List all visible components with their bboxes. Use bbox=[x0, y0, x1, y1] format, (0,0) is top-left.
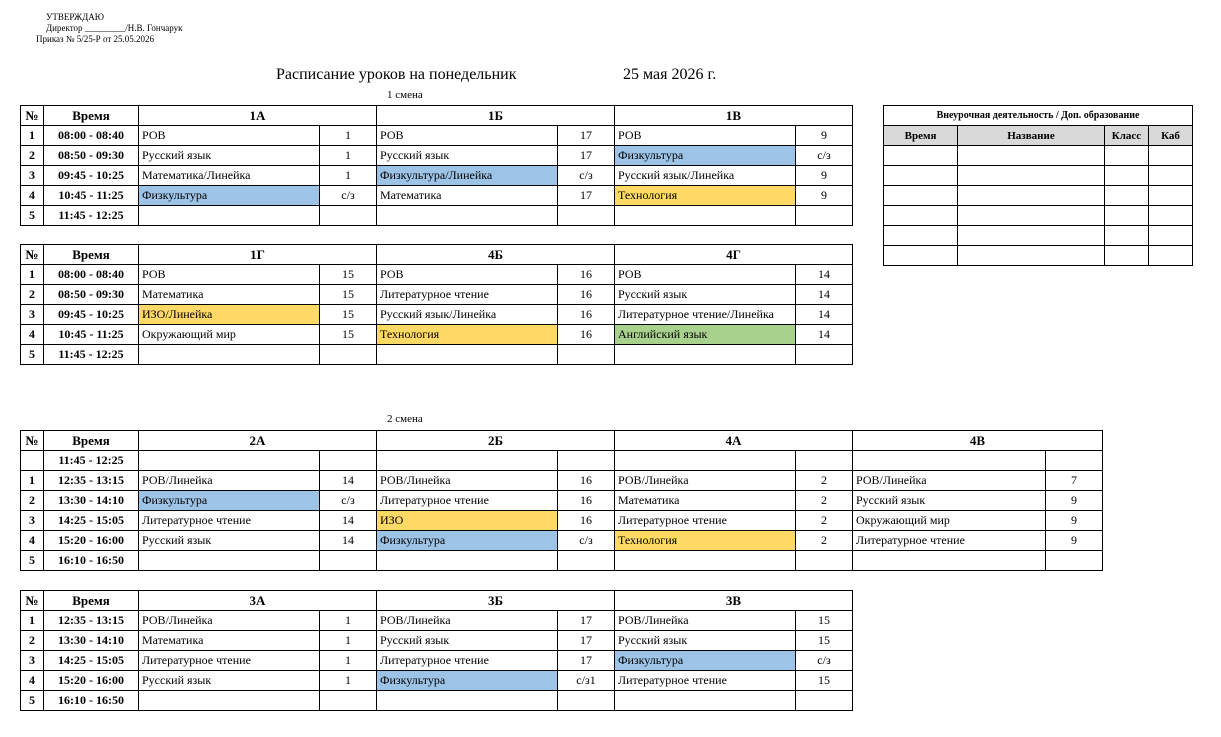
subject-cell: Математика/Линейка bbox=[139, 166, 320, 186]
room-cell: 16 bbox=[558, 285, 615, 305]
class-header: 3Б bbox=[377, 591, 615, 611]
lesson-time: 11:45 - 12:25 bbox=[44, 345, 139, 365]
table-row bbox=[21, 551, 1103, 571]
room-cell bbox=[796, 345, 853, 365]
room-cell: 1 bbox=[320, 631, 377, 651]
room-cell: 14 bbox=[796, 325, 853, 345]
col-time-header: Время bbox=[44, 431, 139, 451]
subject-cell: Физкультура bbox=[615, 651, 796, 671]
header-row bbox=[21, 106, 853, 126]
lesson-number: 5 bbox=[21, 206, 44, 226]
empty-cell bbox=[884, 166, 958, 186]
room-cell: 9 bbox=[1046, 531, 1103, 551]
room-cell bbox=[558, 345, 615, 365]
subject-cell: Русский язык bbox=[139, 671, 320, 691]
class-header: 4Г bbox=[615, 245, 853, 265]
subject-cell: Математика bbox=[615, 491, 796, 511]
subject-cell: Русский язык bbox=[615, 285, 796, 305]
lesson-time: 10:45 - 11:25 bbox=[44, 325, 139, 345]
approval-block bbox=[36, 12, 183, 45]
subject-cell: Физкультура bbox=[139, 186, 320, 206]
room-cell bbox=[320, 451, 377, 471]
room-cell: 14 bbox=[320, 471, 377, 491]
empty-cell bbox=[884, 246, 958, 266]
col-num-header: № bbox=[21, 106, 44, 126]
subject-cell bbox=[377, 206, 558, 226]
subject-cell: РОВ bbox=[377, 265, 558, 285]
empty-cell bbox=[1149, 166, 1193, 186]
schedule-table-shift1-a bbox=[20, 105, 853, 226]
col-num-header: № bbox=[21, 431, 44, 451]
subject-cell: ИЗО bbox=[377, 511, 558, 531]
room-cell: 9 bbox=[1046, 491, 1103, 511]
subject-cell: Русский язык bbox=[139, 146, 320, 166]
room-cell: 2 bbox=[796, 491, 853, 511]
lesson-time: 12:35 - 13:15 bbox=[44, 611, 139, 631]
table-row bbox=[21, 146, 853, 166]
class-header: 4А bbox=[615, 431, 853, 451]
lesson-time: 15:20 - 16:00 bbox=[44, 671, 139, 691]
subject-cell bbox=[377, 551, 558, 571]
subject-cell: РОВ/Линейка bbox=[139, 611, 320, 631]
lesson-number: 2 bbox=[21, 285, 44, 305]
room-cell: 16 bbox=[558, 471, 615, 491]
room-cell: 14 bbox=[796, 265, 853, 285]
lesson-time: 11:45 - 12:25 bbox=[44, 206, 139, 226]
subject-cell: Русский язык/Линейка bbox=[615, 166, 796, 186]
room-cell: 1 bbox=[320, 146, 377, 166]
subject-cell bbox=[853, 451, 1046, 471]
room-cell: с/з bbox=[558, 166, 615, 186]
subject-cell: Математика bbox=[139, 631, 320, 651]
room-cell bbox=[320, 206, 377, 226]
lesson-time: 16:10 - 16:50 bbox=[44, 691, 139, 711]
class-header: 3В bbox=[615, 591, 853, 611]
subject-cell: Литературное чтение bbox=[853, 531, 1046, 551]
subject-cell: Литературное чтение bbox=[377, 651, 558, 671]
extra-column-header: Время bbox=[884, 126, 958, 146]
header-row bbox=[21, 245, 853, 265]
empty-cell bbox=[958, 206, 1105, 226]
approval-director: Директор _________/Н.В. Гончарук bbox=[46, 23, 183, 33]
lesson-time: 14:25 - 15:05 bbox=[44, 651, 139, 671]
lesson-number: 5 bbox=[21, 551, 44, 571]
table-row bbox=[21, 691, 853, 711]
room-cell bbox=[796, 551, 853, 571]
subject-cell: Технология bbox=[615, 186, 796, 206]
room-cell: 15 bbox=[320, 265, 377, 285]
lesson-time: 16:10 - 16:50 bbox=[44, 551, 139, 571]
room-cell bbox=[796, 206, 853, 226]
room-cell: 9 bbox=[796, 166, 853, 186]
lesson-number: 1 bbox=[21, 265, 44, 285]
class-header: 4Б bbox=[377, 245, 615, 265]
empty-cell bbox=[1105, 166, 1149, 186]
lesson-number: 5 bbox=[21, 691, 44, 711]
approval-title: УТВЕРЖДАЮ bbox=[46, 12, 105, 22]
subject-cell bbox=[615, 451, 796, 471]
lesson-number: 4 bbox=[21, 671, 44, 691]
lesson-number: 4 bbox=[21, 325, 44, 345]
table-row bbox=[884, 186, 1193, 206]
room-cell: 16 bbox=[558, 511, 615, 531]
col-time-header: Время bbox=[44, 106, 139, 126]
class-header: 4В bbox=[853, 431, 1103, 451]
subject-cell: Математика bbox=[139, 285, 320, 305]
room-cell bbox=[796, 691, 853, 711]
subject-cell bbox=[377, 451, 558, 471]
room-cell: 1 bbox=[320, 166, 377, 186]
empty-cell bbox=[884, 186, 958, 206]
col-time-header: Время bbox=[44, 591, 139, 611]
table-row bbox=[21, 126, 853, 146]
room-cell bbox=[1046, 451, 1103, 471]
empty-cell bbox=[884, 226, 958, 246]
lesson-number: 3 bbox=[21, 305, 44, 325]
room-cell: 16 bbox=[558, 491, 615, 511]
room-cell: 17 bbox=[558, 126, 615, 146]
subject-cell: Литературное чтение bbox=[377, 285, 558, 305]
room-cell bbox=[558, 206, 615, 226]
extra-column-header: Класс bbox=[1105, 126, 1149, 146]
room-cell: 17 bbox=[558, 651, 615, 671]
table-row bbox=[21, 451, 1103, 471]
subject-cell: РОВ bbox=[139, 126, 320, 146]
room-cell bbox=[558, 691, 615, 711]
table-row bbox=[21, 631, 853, 651]
room-cell: 15 bbox=[796, 631, 853, 651]
subject-cell bbox=[377, 345, 558, 365]
room-cell: 15 bbox=[796, 671, 853, 691]
header-row bbox=[21, 431, 1103, 451]
subject-cell: РОВ bbox=[615, 126, 796, 146]
room-cell: 16 bbox=[558, 325, 615, 345]
subject-cell: Технология bbox=[615, 531, 796, 551]
subject-cell: Русский язык bbox=[377, 631, 558, 651]
room-cell: 14 bbox=[320, 531, 377, 551]
extracurricular-title: Внеурочная деятельность / Доп. образование bbox=[884, 106, 1193, 126]
table-row bbox=[21, 671, 853, 691]
subject-cell: Физкультура bbox=[139, 491, 320, 511]
table-row bbox=[21, 285, 853, 305]
lesson-time: 13:30 - 14:10 bbox=[44, 491, 139, 511]
subject-cell: Физкультура bbox=[377, 671, 558, 691]
subject-cell: Русский язык bbox=[615, 631, 796, 651]
room-cell: 17 bbox=[558, 186, 615, 206]
lesson-number: 4 bbox=[21, 531, 44, 551]
shift-2-label: 2 смена bbox=[387, 413, 423, 425]
subject-cell: Технология bbox=[377, 325, 558, 345]
subject-cell: РОВ bbox=[139, 265, 320, 285]
table-row bbox=[21, 651, 853, 671]
subject-cell: Литературное чтение bbox=[615, 671, 796, 691]
extracurricular-table bbox=[883, 105, 1193, 266]
subject-cell: РОВ/Линейка bbox=[377, 471, 558, 491]
table-row bbox=[21, 186, 853, 206]
lesson-time: 12:35 - 13:15 bbox=[44, 471, 139, 491]
subject-cell: Русский язык/Линейка bbox=[377, 305, 558, 325]
subject-cell bbox=[615, 551, 796, 571]
subject-cell bbox=[139, 206, 320, 226]
subject-cell bbox=[615, 691, 796, 711]
subject-cell: Литературное чтение bbox=[615, 511, 796, 531]
page-title: Расписание уроков на понедельник bbox=[276, 66, 517, 83]
lesson-time: 11:45 - 12:25 bbox=[44, 451, 139, 471]
room-cell: 7 bbox=[1046, 471, 1103, 491]
subject-cell bbox=[139, 691, 320, 711]
table-row bbox=[21, 305, 853, 325]
room-cell bbox=[796, 451, 853, 471]
lesson-number: 2 bbox=[21, 491, 44, 511]
empty-cell bbox=[1105, 246, 1149, 266]
room-cell: 1 bbox=[320, 126, 377, 146]
subject-cell: РОВ/Линейка bbox=[853, 471, 1046, 491]
lesson-time: 14:25 - 15:05 bbox=[44, 511, 139, 531]
lesson-time: 13:30 - 14:10 bbox=[44, 631, 139, 651]
room-cell: 1 bbox=[320, 651, 377, 671]
room-cell: 14 bbox=[796, 285, 853, 305]
empty-cell bbox=[958, 186, 1105, 206]
room-cell: 14 bbox=[796, 305, 853, 325]
room-cell: 17 bbox=[558, 631, 615, 651]
subject-cell: РОВ/Линейка bbox=[615, 611, 796, 631]
subject-cell: Литературное чтение bbox=[377, 491, 558, 511]
lesson-time: 08:50 - 09:30 bbox=[44, 146, 139, 166]
table-row bbox=[21, 511, 1103, 531]
room-cell: 15 bbox=[320, 325, 377, 345]
table-row bbox=[21, 611, 853, 631]
room-cell bbox=[558, 451, 615, 471]
header-row bbox=[21, 591, 853, 611]
room-cell: с/з bbox=[796, 651, 853, 671]
extra-column-header: Название bbox=[958, 126, 1105, 146]
lesson-number: 2 bbox=[21, 146, 44, 166]
lesson-number: 1 bbox=[21, 611, 44, 631]
empty-cell bbox=[884, 206, 958, 226]
empty-cell bbox=[1105, 206, 1149, 226]
subject-cell: РОВ/Линейка bbox=[615, 471, 796, 491]
lesson-number: 1 bbox=[21, 126, 44, 146]
subject-cell: Русский язык bbox=[377, 146, 558, 166]
lesson-number: 5 bbox=[21, 345, 44, 365]
table-row bbox=[21, 471, 1103, 491]
subject-cell bbox=[377, 691, 558, 711]
table-row bbox=[21, 206, 853, 226]
empty-cell bbox=[1105, 146, 1149, 166]
lesson-number: 3 bbox=[21, 511, 44, 531]
class-header: 3А bbox=[139, 591, 377, 611]
subject-cell bbox=[139, 345, 320, 365]
lesson-number: 3 bbox=[21, 651, 44, 671]
room-cell: 9 bbox=[1046, 511, 1103, 531]
room-cell: 1 bbox=[320, 611, 377, 631]
class-header: 1В bbox=[615, 106, 853, 126]
empty-cell bbox=[1105, 226, 1149, 246]
empty-cell bbox=[1149, 146, 1193, 166]
subject-cell bbox=[615, 345, 796, 365]
room-cell: 15 bbox=[320, 305, 377, 325]
room-cell: 16 bbox=[558, 305, 615, 325]
subject-cell: Литературное чтение bbox=[139, 651, 320, 671]
lesson-number: 2 bbox=[21, 631, 44, 651]
room-cell: 2 bbox=[796, 471, 853, 491]
empty-cell bbox=[1149, 186, 1193, 206]
subject-cell: Математика bbox=[377, 186, 558, 206]
subject-cell: Окружающий мир bbox=[853, 511, 1046, 531]
empty-cell bbox=[1149, 226, 1193, 246]
room-cell: 2 bbox=[796, 511, 853, 531]
subject-cell: Литературное чтение bbox=[139, 511, 320, 531]
subject-cell: Русский язык bbox=[853, 491, 1046, 511]
subject-cell: Английский язык bbox=[615, 325, 796, 345]
empty-cell bbox=[958, 226, 1105, 246]
class-header: 2Б bbox=[377, 431, 615, 451]
subject-cell: РОВ bbox=[377, 126, 558, 146]
col-num-header: № bbox=[21, 245, 44, 265]
subject-cell bbox=[139, 551, 320, 571]
room-cell bbox=[558, 551, 615, 571]
schedule-table-shift1-b bbox=[20, 244, 853, 365]
lesson-number: 4 bbox=[21, 186, 44, 206]
lesson-time: 08:50 - 09:30 bbox=[44, 285, 139, 305]
table-row bbox=[884, 146, 1193, 166]
subject-cell: Литературное чтение/Линейка bbox=[615, 305, 796, 325]
table-row bbox=[21, 265, 853, 285]
room-cell: с/з bbox=[320, 491, 377, 511]
empty-cell bbox=[958, 146, 1105, 166]
table-row bbox=[21, 166, 853, 186]
lesson-time: 10:45 - 11:25 bbox=[44, 186, 139, 206]
room-cell: 1 bbox=[320, 671, 377, 691]
subject-cell: Физкультура/Линейка bbox=[377, 166, 558, 186]
room-cell: с/з bbox=[558, 531, 615, 551]
table-row bbox=[884, 166, 1193, 186]
schedule-table-shift2-a bbox=[20, 430, 1103, 571]
room-cell: с/з bbox=[320, 186, 377, 206]
room-cell: 9 bbox=[796, 126, 853, 146]
schedule-date: 25 мая 2026 г. bbox=[623, 66, 717, 83]
schedule-table-shift2-b bbox=[20, 590, 853, 711]
empty-cell bbox=[1105, 186, 1149, 206]
lesson-time: 15:20 - 16:00 bbox=[44, 531, 139, 551]
empty-cell bbox=[884, 146, 958, 166]
col-num-header: № bbox=[21, 591, 44, 611]
extra-header-row bbox=[884, 126, 1193, 146]
table-row bbox=[21, 325, 853, 345]
class-header: 1Б bbox=[377, 106, 615, 126]
room-cell: 15 bbox=[796, 611, 853, 631]
room-cell: 14 bbox=[320, 511, 377, 531]
subject-cell: РОВ/Линейка bbox=[377, 611, 558, 631]
empty-cell bbox=[1149, 246, 1193, 266]
subject-cell bbox=[139, 451, 320, 471]
room-cell bbox=[320, 691, 377, 711]
subject-cell: Русский язык bbox=[139, 531, 320, 551]
table-row bbox=[884, 206, 1193, 226]
extra-title-row bbox=[884, 106, 1193, 126]
lesson-number bbox=[21, 451, 44, 471]
subject-cell bbox=[615, 206, 796, 226]
room-cell: 15 bbox=[320, 285, 377, 305]
room-cell: с/з bbox=[796, 146, 853, 166]
shift-1-label: 1 смена bbox=[387, 89, 423, 101]
class-header: 2А bbox=[139, 431, 377, 451]
lesson-number: 1 bbox=[21, 471, 44, 491]
empty-cell bbox=[958, 246, 1105, 266]
lesson-time: 09:45 - 10:25 bbox=[44, 305, 139, 325]
table-row bbox=[21, 491, 1103, 511]
subject-cell bbox=[853, 551, 1046, 571]
approval-order: Приказ № 5/25-Р от 25.05.2026 bbox=[36, 34, 155, 44]
room-cell bbox=[320, 345, 377, 365]
subject-cell: Окружающий мир bbox=[139, 325, 320, 345]
empty-cell bbox=[1149, 206, 1193, 226]
room-cell: 16 bbox=[558, 265, 615, 285]
subject-cell: ИЗО/Линейка bbox=[139, 305, 320, 325]
class-header: 1Г bbox=[139, 245, 377, 265]
room-cell: с/з1 bbox=[558, 671, 615, 691]
lesson-time: 08:00 - 08:40 bbox=[44, 265, 139, 285]
room-cell: 9 bbox=[796, 186, 853, 206]
room-cell bbox=[1046, 551, 1103, 571]
extra-column-header: Каб bbox=[1149, 126, 1193, 146]
subject-cell: РОВ/Линейка bbox=[139, 471, 320, 491]
empty-cell bbox=[958, 166, 1105, 186]
table-row bbox=[21, 345, 853, 365]
room-cell bbox=[320, 551, 377, 571]
lesson-time: 08:00 - 08:40 bbox=[44, 126, 139, 146]
room-cell: 17 bbox=[558, 146, 615, 166]
room-cell: 2 bbox=[796, 531, 853, 551]
table-row bbox=[884, 226, 1193, 246]
subject-cell: Физкультура bbox=[615, 146, 796, 166]
table-row bbox=[21, 531, 1103, 551]
table-row bbox=[884, 246, 1193, 266]
subject-cell: РОВ bbox=[615, 265, 796, 285]
lesson-time: 09:45 - 10:25 bbox=[44, 166, 139, 186]
room-cell: 17 bbox=[558, 611, 615, 631]
lesson-number: 3 bbox=[21, 166, 44, 186]
subject-cell: Физкультура bbox=[377, 531, 558, 551]
col-time-header: Время bbox=[44, 245, 139, 265]
class-header: 1А bbox=[139, 106, 377, 126]
